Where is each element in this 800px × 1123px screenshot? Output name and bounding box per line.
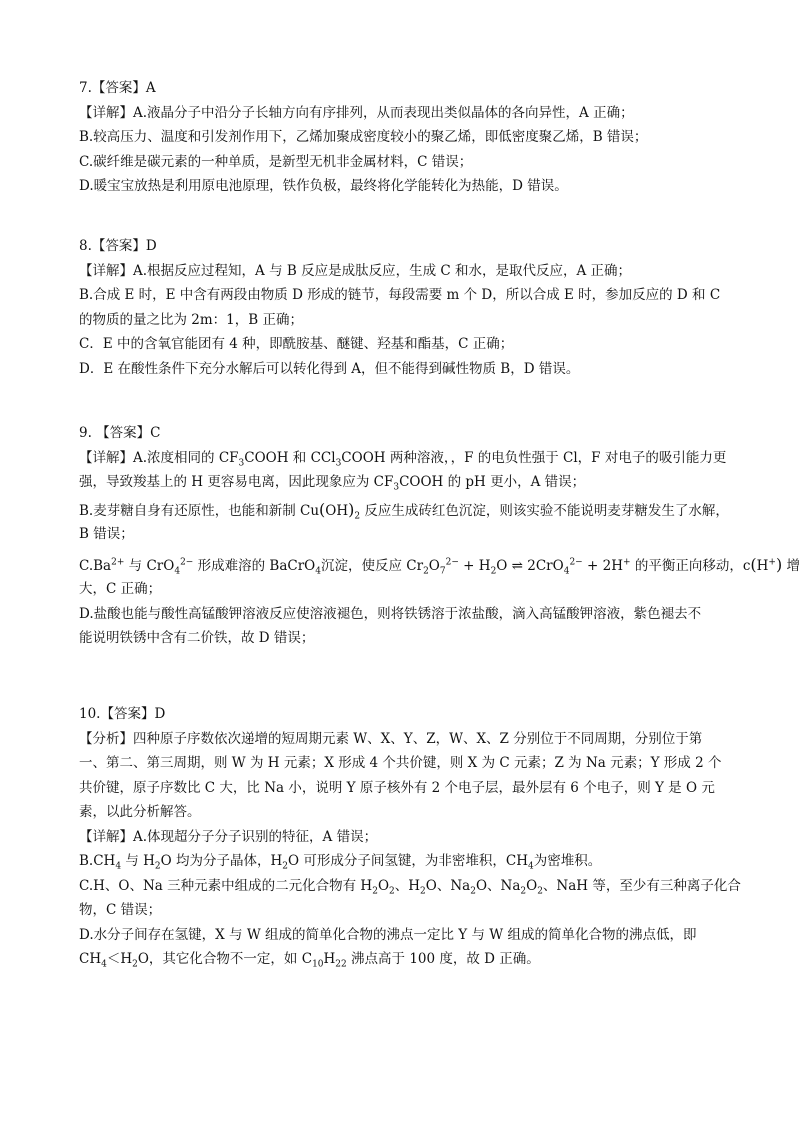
q8-detail-c: C．E 中的含氧官能团有 4 种，即酰胺基、醚键、羟基和酯基，C 正确； (79, 336, 514, 352)
q10-detail-a: 【详解】A.体现超分子分子识别的特征，A 错误； (79, 828, 378, 845)
q7-detail-a: 【详解】A.液晶分子中沿分子长轴方向有序排列，从而表现出类似晶体的各向异性，A 正确； (79, 104, 634, 121)
q9-detail-d-cont: 能说明铁锈中含有二价铁，故 D 错误； (79, 630, 315, 646)
q8-answer: 8.【答案】D (79, 238, 157, 254)
q9-detail-b: B.麦芽糖自身有还原性，也能和新制 $Cu(OH)_2$ 反应生成砖红色沉淀，则该实验不能说明麦芽糖发生了水解， (79, 499, 729, 522)
q9-detail-a: 【详解】A.浓度相同的 $CF_3COOH$ 和 CCl$_3$COOH 两种溶液，，F 的电负性强于 Cl，F 对电子的吸引能力更 (79, 449, 727, 469)
q10-analysis: 【分析】四种原子序数依次递增的短周期元素 W、X、Y、Z，W、X、Z 分别位于不同周期，分别位于第 (79, 730, 703, 747)
q7-detail-b: B.较高压力、温度和引发剂作用下，乙烯加聚成密度较小的聚乙烯，即低密度聚乙烯，B 错误； (79, 129, 648, 145)
question-8 (79, 234, 719, 381)
q7-detail-c: C.碳纤维是碳元素的一种单质，是新型无机非金属材料，C 错误； (79, 153, 473, 170)
q7-detail-d: D.暖宝宝放热是利用原电池原理，铁作负极，最终将化学能转化为热能，D 错误。 (79, 178, 568, 194)
question-7 (79, 76, 719, 199)
q8-detail-d: D．E 在酸性条件下充分水解后可以转化得到 A，但不能得到碱性物质 B，D 错误。 (79, 360, 580, 377)
q9-detail-b-cont: B 错误； (79, 526, 134, 542)
q9-detail-a-cont: 强，导致羧基上的 H 更容易电离，因此现象应为 $CF_3COOH$ 的 pH 更小，A 错误； (79, 474, 586, 493)
q8-detail-a: 【详解】A.根据反应过程知，A 与 B 反应是成肽反应，生成 C 和水，是取代反应，A 正确； (79, 262, 632, 279)
q10-detail-d: D.水分子间存在氢键，X 与 W 组成的简单化合物的沸点一定比 Y 与 W 组成的简单化合物的沸点低，即 (79, 926, 697, 943)
q7-answer: 7.【答案】A (79, 80, 156, 96)
q10-detail-b: $B.CH_4$ 与 $H_2O$ 均为分子晶体，$H_2O$ 可形成分子间氢键，为非密堆积，$CH_4$为密堆积。 (79, 853, 602, 872)
q9-detail-d: D.盐酸也能与酸性高锰酸钾溶液反应使溶液褪色，则将铁锈溶于浓盐酸，滴入高锰酸钾溶液，紫色褪去不 (79, 605, 702, 622)
q10-detail-d-cont: $CH_4<H_2O$，其它化合物不一定，如 $C_{10}H_{22}$ 沸点高于 100 度，故 D 正确。 (79, 951, 540, 970)
q8-detail-b-cont: 的物质的量之比为 2m：1，B 正确； (79, 311, 303, 328)
q10-analysis-2: 一、第二、第三周期，则 W 为 H 元素；X 形成 4 个共价键，则 X 为 C 元素；Z 为 Na 元素；Y 形成 2 个 (79, 755, 722, 771)
q10-answer: 10.【答案】D (79, 706, 166, 722)
q9-answer: 9. 【答案】C (79, 425, 161, 441)
q8-detail-b: B.合成 E 时，E 中含有两段由物质 D 形成的链节，每段需要 m 个 D，所以合成 E 时，参加反应的 D 和 C (79, 287, 721, 303)
question-9 (79, 421, 800, 651)
q10-analysis-3: 共价键，原子序数比 C 大，比 Na 小，说明 Y 原子核外有 2 个电子层，最外层有 6 个电子，则 Y 是 O 元 (79, 779, 715, 796)
q10-analysis-4: 素，以此分析解答。 (79, 804, 201, 820)
question-10 (79, 702, 741, 972)
q9-detail-c-cont: 大，C 正确； (79, 581, 162, 597)
q9-detail-c: $C.Ba^{2+}$ 与 CrO$_4^{2-}$ 形成难溶的 BaCrO$_4$沉淀，使反应 $Cr_2O_7^{2-} + H_2O$ ⇌ 2CrO$_4^{2-}$ + 2H+ 的平衡正向移动，c(H+) 增 (79, 554, 800, 577)
q10-detail-c-cont: 物，C 错误； (79, 902, 162, 918)
q10-detail-c: C.H、O、Na 三种元素中组成的二元化合物有 $H_2O_2$、$H_2O$、$Na_2O$、$Na_2O_2$、NaH 等，至少有三种离子化合 (79, 877, 741, 897)
